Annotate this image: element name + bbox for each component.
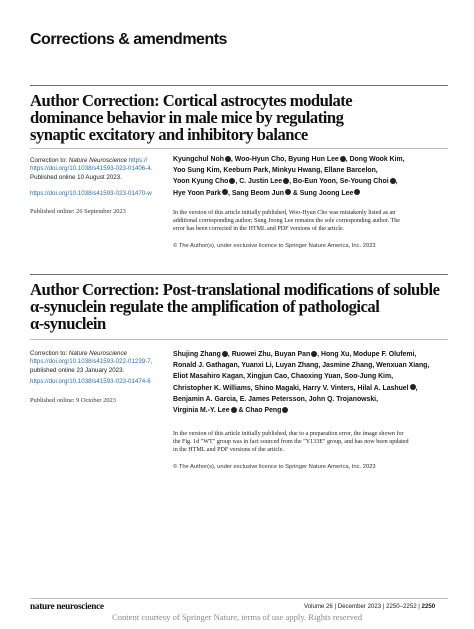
author-names: , Sang Beom Jun [228, 189, 284, 197]
author-names: Benjamin A. Garcia, E. James Petersson, John Q. Trojanowski, [173, 395, 379, 403]
correction-doi-link[interactable]: https://doi.org/10.1038/s41593-023-01470-w [30, 190, 152, 198]
author-names: Yoon Kyung Cho [173, 178, 229, 186]
title-line: dominance behavior in male mice by regulating [30, 108, 344, 127]
author-list [173, 154, 453, 199]
author-names: Kyungchul Noh [173, 156, 224, 163]
correction-notice [173, 209, 451, 234]
notice-line: additional corresponding author; Sung Joong Lee remains the sole corresponding author. The [173, 218, 400, 225]
original-published: published online 23 January 2023. [30, 366, 125, 374]
author-names: , Bo-Eun Yoon, Se-Young Choi [289, 178, 389, 186]
author-list [173, 349, 453, 416]
author-names: , Ruowei Zhu, Buyan Pan [227, 351, 311, 358]
author-names: Ronald J. Gathagan, Yuanxi Li, Luyan Zhang, Jasmine Zhang, Wenxuan Xiang, [173, 362, 430, 370]
author-line [173, 405, 453, 416]
notice-line: the Fig. 1d "WT" group was in fact sourced from the "Y133E" group, and has now been updated [173, 439, 409, 446]
issue-info: Volume 26 | December 2023 | 2250–2252 | 2250 [304, 603, 436, 610]
article-divider [30, 148, 448, 149]
article-meta [30, 157, 168, 216]
author-line [173, 360, 453, 371]
author-names: , C. Justin Lee [235, 178, 283, 186]
copyright-notice: © The Author(s), under exclusive licence to Springer Nature America, Inc. 2023 [173, 243, 376, 249]
published-online: Published online: 26 September 2023 [30, 207, 126, 215]
author-line [173, 371, 453, 382]
page-number: 2250 [421, 603, 436, 610]
correction-to: Correction to: Nature Neuroscience [30, 350, 127, 357]
published-online: Published online: 9 October 2023 [30, 396, 116, 404]
article-meta [30, 350, 168, 405]
original-article-link[interactable]: https://doi.org/10.1038/s41593-023-01406-4. [30, 165, 153, 173]
title-line: Author Correction: Cortical astrocytes modulate [30, 91, 353, 110]
copyright-notice: © The Author(s), under exclusive licence to Springer Nature America, Inc. 2023 [173, 464, 376, 470]
footer-divider [30, 598, 448, 599]
title-line: synaptic excitatory and inhibitory balance [30, 125, 308, 144]
author-names: Christopher K. Williams, Shino Magaki, Harry V. Vinters, Hilal A. Lashuel [173, 384, 409, 392]
original-article-link[interactable]: https://doi.org/10.1038/s41593-022-01239-7, [30, 358, 153, 366]
author-names: & Chao Peng [236, 407, 282, 415]
author-line [173, 394, 453, 405]
author-line [173, 188, 453, 199]
notice-line: In the version of this article initially published, Woo-Hyun Cho was mistakenly listed as an [173, 210, 396, 216]
section-heading: Corrections & amendments [30, 31, 227, 48]
author-line [173, 165, 453, 176]
title-line: Author Correction: Post-translational modifications of soluble [30, 280, 440, 299]
article-separator [30, 274, 448, 275]
author-names: Eliot Masahiro Kagan, Xingjun Cao, Chaoxing Yuan, Soo-Jung Kim, [173, 373, 394, 381]
correction-to: Correction to: Nature Neuroscience https:// [30, 157, 148, 164]
section-divider [30, 85, 448, 86]
journal-name: Nature Neuroscience [68, 350, 127, 357]
original-published: Published online 10 August 2023. [30, 173, 122, 181]
notice-line: error has been corrected in the HTML and PDF versions of the article. [173, 226, 345, 233]
article-divider [30, 339, 448, 340]
author-line [173, 349, 453, 360]
author-names: , [415, 384, 418, 392]
author-names: Shujing Zhang [173, 351, 221, 358]
author-names: , [395, 178, 398, 186]
author-line [173, 383, 453, 394]
author-line [173, 176, 453, 187]
article-title [30, 92, 450, 143]
author-names: Yoo Sung Kim, Keeburn Park, Minkyu Hwang, Ellane Barcelon, [173, 167, 378, 175]
journal-brand: nature neuroscience [30, 602, 104, 612]
orcid-icon[interactable] [354, 189, 360, 195]
author-line [173, 154, 453, 165]
title-line: α-synuclein regulate the amplification of pathological [30, 297, 380, 316]
notice-line: in the HTML and PDF versions of the article. [173, 447, 284, 454]
credit-line: Content courtesy of Springer Nature, terms of use apply. Rights reserved [111, 612, 363, 622]
title-line: α-synuclein [30, 314, 106, 333]
notice-line: In the version of this article initially published, due to a preparation error, the image shown for [173, 431, 404, 437]
author-names: & Sung Joong Lee [290, 189, 354, 197]
author-names: , Hong Xu, Modupe F. Olufemi, [317, 351, 417, 358]
author-names: Hye Yoon Park [173, 189, 221, 197]
author-names: , Dong Wook Kim, [345, 156, 405, 163]
correction-doi-link[interactable]: https://doi.org/10.1038/s41593-023-01474-6 [30, 378, 151, 386]
article-title [30, 281, 450, 332]
author-names: Virginia M.-Y. Lee [173, 407, 230, 415]
author-names: , Woo-Hyun Cho, Byung Hun Lee [230, 156, 339, 163]
correction-notice [173, 430, 451, 455]
journal-name: Nature Neuroscience [68, 157, 127, 164]
original-article-link[interactable]: https:// [128, 157, 148, 164]
orcid-icon[interactable] [282, 407, 288, 413]
